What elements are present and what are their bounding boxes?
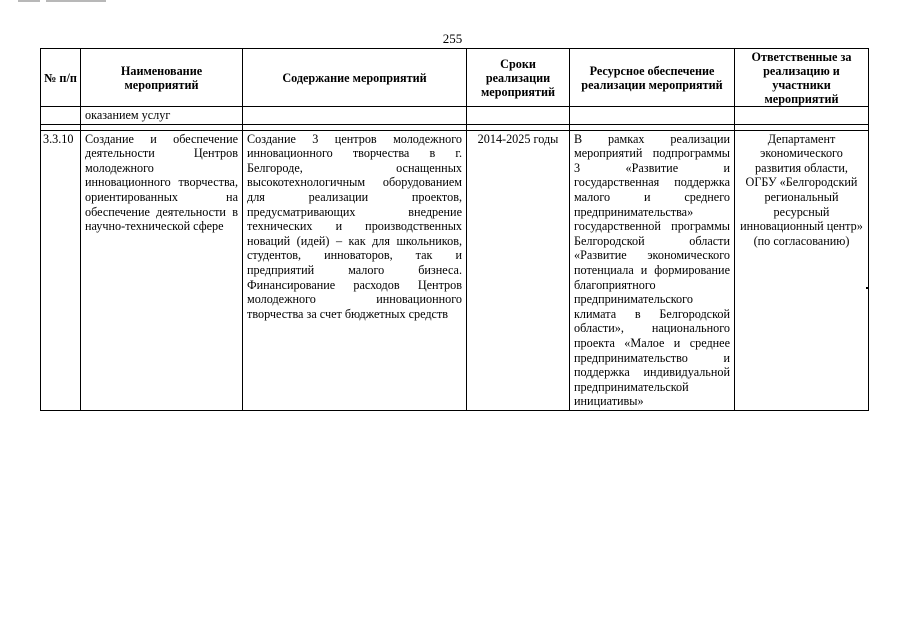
table-row (41, 130, 869, 410)
continuation-terms-cell (467, 107, 570, 125)
header-name: Наименование мероприятий (81, 49, 243, 107)
scan-dot (866, 287, 868, 289)
row-terms-cell: 2014-2025 годы (467, 130, 570, 410)
continuation-row (41, 107, 869, 125)
continuation-number-cell (41, 107, 81, 125)
events-table (40, 48, 869, 411)
continuation-name-cell: оказанием услуг (81, 107, 243, 125)
row-resources-cell: В рамках реализации мероприятий подпрограммы 3 «Развитие и государственная поддержка малого и среднего предпринимательства» государственной программы Белгородской области «Развитие экономического потенциала и формирование благоприятного предпринимательского климата в Белгородской области», национального проекта «Малое и среднее предпринимательство и поддержка индивидуальной предпринимательской инициативы» (570, 130, 735, 410)
header-terms: Сроки реализации мероприятий (467, 49, 570, 107)
header-number: № п/п (41, 49, 81, 107)
row-responsible-cell: Департамент экономического развития области, ОГБУ «Белгородский региональный ресурсный инновационный центр» (по согласованию) (735, 130, 869, 410)
header-content: Содержание мероприятий (243, 49, 467, 107)
scan-artifact (18, 0, 40, 2)
header-resources: Ресурсное обеспечение реализации мероприятий (570, 49, 735, 107)
row-content-cell: Создание 3 центров молодежного инновационного творчества в г. Белгороде, оснащенных высокотехнологичным оборудованием для реализации проектов, предусматривающих внедрение технических и производственных новаций (идей) – как для школьников, студентов, инноваторов, так и предприятий малого бизнеса. Финансирование расходов Центров молодежного инновационного творчества за счет бюджетных средств (243, 130, 467, 410)
page-number: 255 (442, 31, 463, 46)
continuation-resources-cell (570, 107, 735, 125)
row-name-cell: Создание и обеспечение деятельности Центров молодежного инновационного творчества, ориентированных на обеспечение деятельности в научно-технической сфере (81, 130, 243, 410)
continuation-content-cell (243, 107, 467, 125)
header-responsible: Ответственные за реализацию и участники мероприятий (735, 49, 869, 107)
table-header-row (41, 49, 869, 107)
continuation-responsible-cell (735, 107, 869, 125)
scan-artifact (46, 0, 106, 2)
row-number-cell: 3.3.10 (41, 130, 81, 410)
